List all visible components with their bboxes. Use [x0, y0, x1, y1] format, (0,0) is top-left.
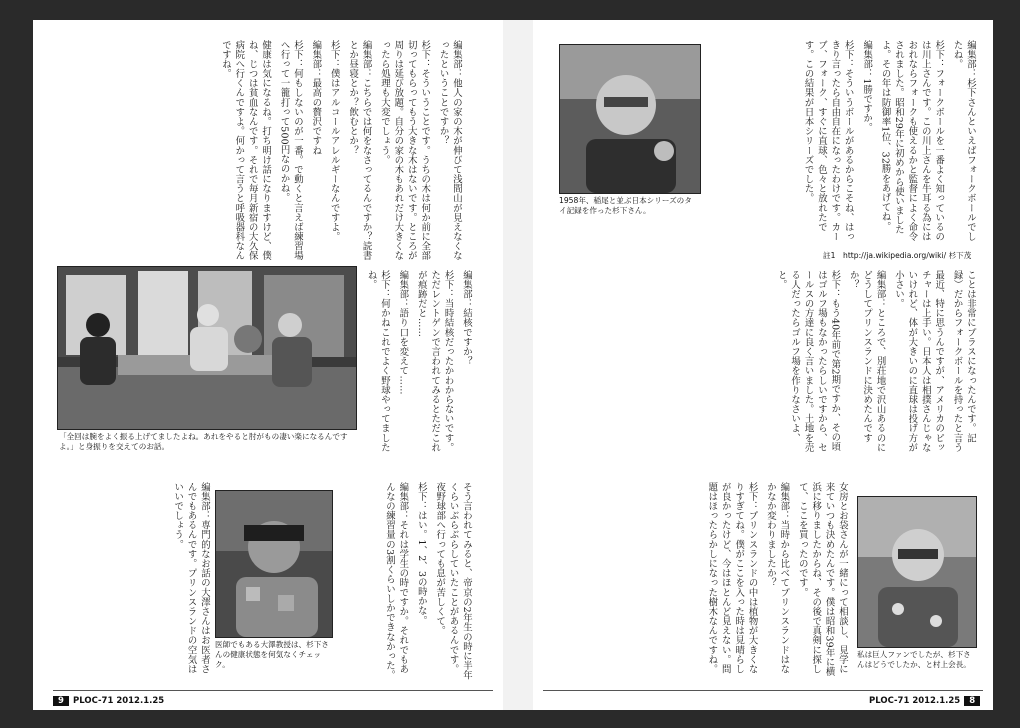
paragraph: 編集部：最高の贅沢ですね — [310, 40, 322, 156]
magazine-spread — [33, 20, 993, 710]
left-mid-text — [361, 270, 473, 454]
paragraph: 健康は気になるね。打ち明け話になりますけど、僕ね、じつは貧血なんです。それで毎月新宿の大久保病院へ行くんですよ。何かって言うと呼吸器科なんですね。 — [219, 40, 272, 261]
paragraph: 杉下：プリンスランドの中は植物が大きくなりすぎてね。僕がここを入った時は見晴らしが良かったけど、今はほとんど見えない。問題はほったらかしになった樹木なんですね。 — [706, 482, 758, 674]
left-bottom-text-a — [63, 482, 211, 682]
paragraph: 杉下：僕はアルコールアレルギーなんですよ。 — [328, 40, 340, 242]
sugishita-photo-image — [560, 45, 700, 193]
paragraph: 杉下：そういうことです。うちの木は何か前に全部切ってもらってもう大きな木はないです。ところが周りは延び放題。自分の家の木もあれだけ大きくなったら処理も大変でしょう。 — [378, 40, 431, 261]
sugishita-photo-caption: 1958年、稲尾と並ぶ日本シリーズのタイ記録を作った杉下さん。 — [559, 196, 692, 215]
paragraph: 編集部：当時から比べてプリンスランドはなかなか変わりましたか？ — [764, 482, 790, 674]
left-top-text — [63, 40, 463, 262]
group-photo — [57, 266, 357, 430]
paragraph: 編集部：他人の家の木が伸びて浅間山が見えなくなったということですか？ — [437, 40, 462, 261]
issue-label: PLOC-71 2012.1.25 — [869, 696, 961, 706]
doctor-photo-image — [216, 491, 332, 637]
page-number: 8 — [964, 696, 980, 706]
paragraph: ことは非常にプラスになったんです。記録）だからフォークボールを持ったと言う — [951, 270, 976, 453]
paragraph: 杉下：はい。1、2、3の時かな。 — [415, 482, 427, 626]
paragraph: 杉下：フォークボールを一番よく知っているのは川上さんです。この川上さんを牛耳る為にはおれならフォークも使えるかと監督によく命令されました。昭和29年に初めから使いましたよ。その年は防御率1位、32勝をあげてね。 — [879, 40, 945, 242]
paragraph: そう言われてみると、帝京の2年生の時に半年くらいぶらぶらしていたことがあるんです。夜野球部へ行っても息が苦しくて。 — [434, 482, 472, 680]
group-photo-caption: 「全回は腕をよく振る上げてましたよね。あれをやると肘がもの凄い楽になるんですよ。」と身振りを交えてのお話。 — [59, 432, 348, 451]
footer-rule — [53, 690, 493, 691]
doctor-photo-caption: 医師でもある大澤教授は、杉下さんの健康状態を何気なくチェック。 — [215, 640, 329, 669]
paragraph: 編集部：専門的なお話の大澤さんはお医者さんでもあるんです。プリンスランドの空気はいいでしょう。 — [172, 482, 210, 674]
murakami-photo — [857, 496, 977, 648]
paragraph: 編集部：ところで、別荘地で沢山あるのにどうしてプリンスランドに決めたんですか？ — [847, 270, 886, 453]
group-photo-image — [58, 267, 356, 429]
left-footer — [53, 695, 164, 707]
paragraph: 編集部：こちらでは何をなさってるんですか？読書とか昼寝とか？飲むとか？ — [347, 40, 372, 261]
paragraph: 杉下：もう40年前で第2期ですか、その頃はゴルフ場もなかったらしいですから、セールスの方達に良く言いました。土地を売る人だったらゴルフ場を作りなさいよ、と。 — [775, 270, 841, 453]
issue-label: PLOC-71 2012.1.25 — [73, 696, 165, 706]
paragraph: 最近、特に思うんですが、アメリカのピッチャーは上手い。日本人は相撲さんじゃないけれど、体が大きいのに直球は投げ方が小さい。 — [892, 270, 945, 453]
left-bottom-text-b — [337, 482, 473, 682]
paragraph: 杉下：そういうボールがあるからこそね、はっきり言ったら自由自在になったわけです。カーブ、フォーク、すぐに直球、色々と放れたです。この結果が日本シリーズでした。 — [802, 40, 854, 242]
right-page — [533, 20, 993, 710]
gutter — [503, 20, 533, 710]
murakami-photo-caption: 私は巨人ファンでしたが、杉下さんはどうでしたか、と村上会長。 — [857, 650, 971, 669]
paragraph: 杉下：何かねこれでよく野球やってましたね。 — [365, 270, 390, 453]
paragraph: 女房とお袋さんが一緒にって相談し、見学に来ていつも決めたんです。僕は昭和39年に横浜に移りましたからね、その後で真剣に探して、ここを買ったのです。 — [796, 482, 848, 677]
paragraph: 編集部：それは学生の時ですか。それでもあんなの練習量の3割くらいしかできなかった。 — [383, 482, 409, 680]
page-number: 9 — [53, 696, 69, 706]
paragraph: 杉下：何もしないのが一番。で動くと言えば練習場へ行って一籠打って500円なのかね。 — [278, 40, 303, 261]
paragraph: 編集部：杉下さんといえばフォークボールでしたね。 — [951, 40, 976, 242]
footnote: 註1 http://ja.wikipedia.org/wiki/ 杉下茂 — [823, 251, 972, 260]
right-footer — [869, 695, 980, 707]
right-top-text — [709, 40, 977, 246]
doctor-photo — [215, 490, 333, 638]
paragraph: 編集部：語り口を変えて…… — [397, 270, 409, 395]
left-page — [33, 20, 503, 710]
sugishita-photo — [559, 44, 701, 194]
paragraph: 杉下：当時結核だったかわからないです。ただレントゲンで言われてみるとただこれが痕跡だと…… — [415, 270, 454, 453]
right-mid-text — [559, 270, 977, 454]
footer-rule — [543, 690, 983, 691]
murakami-photo-image — [858, 497, 976, 647]
paragraph: 編集部：結核ですか？ — [461, 270, 472, 366]
right-bottom-text — [559, 482, 849, 682]
paragraph: 編集部：1勝ですか。 — [861, 40, 873, 133]
